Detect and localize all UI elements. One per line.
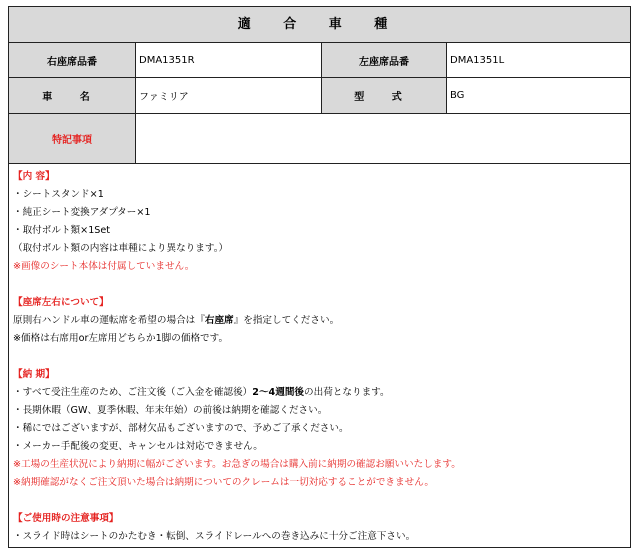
- description-body: [9, 164, 630, 546]
- fitment-sheet: [8, 6, 631, 548]
- model-label: 型 式: [322, 78, 447, 113]
- seat-side-heading: 【座席左右について】: [13, 297, 109, 308]
- sheet-title: 適 合 車 種: [9, 7, 630, 43]
- seat-side-line: ※価格は右席用or左席用どちらか1脚の価格です。: [13, 333, 229, 344]
- special-notes-label: 特記事項: [9, 114, 136, 163]
- car-name-value: ファミリア: [136, 78, 322, 113]
- seat-side-emphasis: 右座席: [204, 315, 234, 326]
- special-notes-value: [136, 114, 630, 163]
- seat-side-line: 原則右ハンドル車の運転席を希望の場合は『右座席』を指定してください。: [13, 315, 340, 326]
- contents-line: （取付ボルト類の内容は車種により異なります。）: [13, 243, 229, 254]
- part-number-row: [9, 43, 630, 78]
- delivery-line: ・長期休暇（GW、夏季休暇、年末年始）の前後は納期を確認ください。: [13, 405, 328, 416]
- caution-heading: 【ご使用時の注意事項】: [13, 513, 119, 524]
- delivery-note: ※工場の生産状況により納期に幅がございます。お急ぎの場合は購入前に納期の確認お願いいたします。: [13, 459, 461, 470]
- contents-heading: 【内 容】: [13, 171, 55, 182]
- car-row: [9, 78, 630, 114]
- special-notes-row: [9, 114, 630, 164]
- caution-line: ・スライド時はシートのかたむき・転倒、スライドレールへの巻き込みに十分ご注意下さい。: [13, 531, 416, 542]
- car-name-label: 車 名: [9, 78, 136, 113]
- left-seat-value: DMA1351L: [450, 54, 505, 66]
- contents-line: ・シートスタンド×1: [13, 189, 104, 200]
- right-seat-label: 右座席品番: [9, 43, 136, 77]
- left-seat-label: 左座席品番: [322, 43, 447, 77]
- delivery-line: ・稀にではございますが、部材欠品もございますので、予めご了承ください。: [13, 423, 349, 434]
- contents-line: ・純正シート変換アダプター×1: [13, 207, 151, 218]
- delivery-line: ・すべて受注生産のため、ご注文後（ご入金を確認後）2～4週間後の出荷となります。: [13, 387, 390, 398]
- right-seat-value: DMA1351R: [136, 43, 322, 77]
- delivery-emphasis: 2～4週間後: [252, 387, 305, 398]
- contents-note: ※画像のシート本体は付属していません。: [13, 261, 195, 272]
- contents-line: ・取付ボルト類×1Set: [13, 225, 111, 236]
- delivery-heading: 【納 期】: [13, 369, 55, 380]
- delivery-line: ・メーカー手配後の変更、キャンセルは対応できません。: [13, 441, 263, 452]
- delivery-note: ※納期確認がなくご注文頂いた場合は納期についてのクレームは一切対応することができません。: [13, 477, 434, 488]
- model-value: BG: [450, 90, 465, 101]
